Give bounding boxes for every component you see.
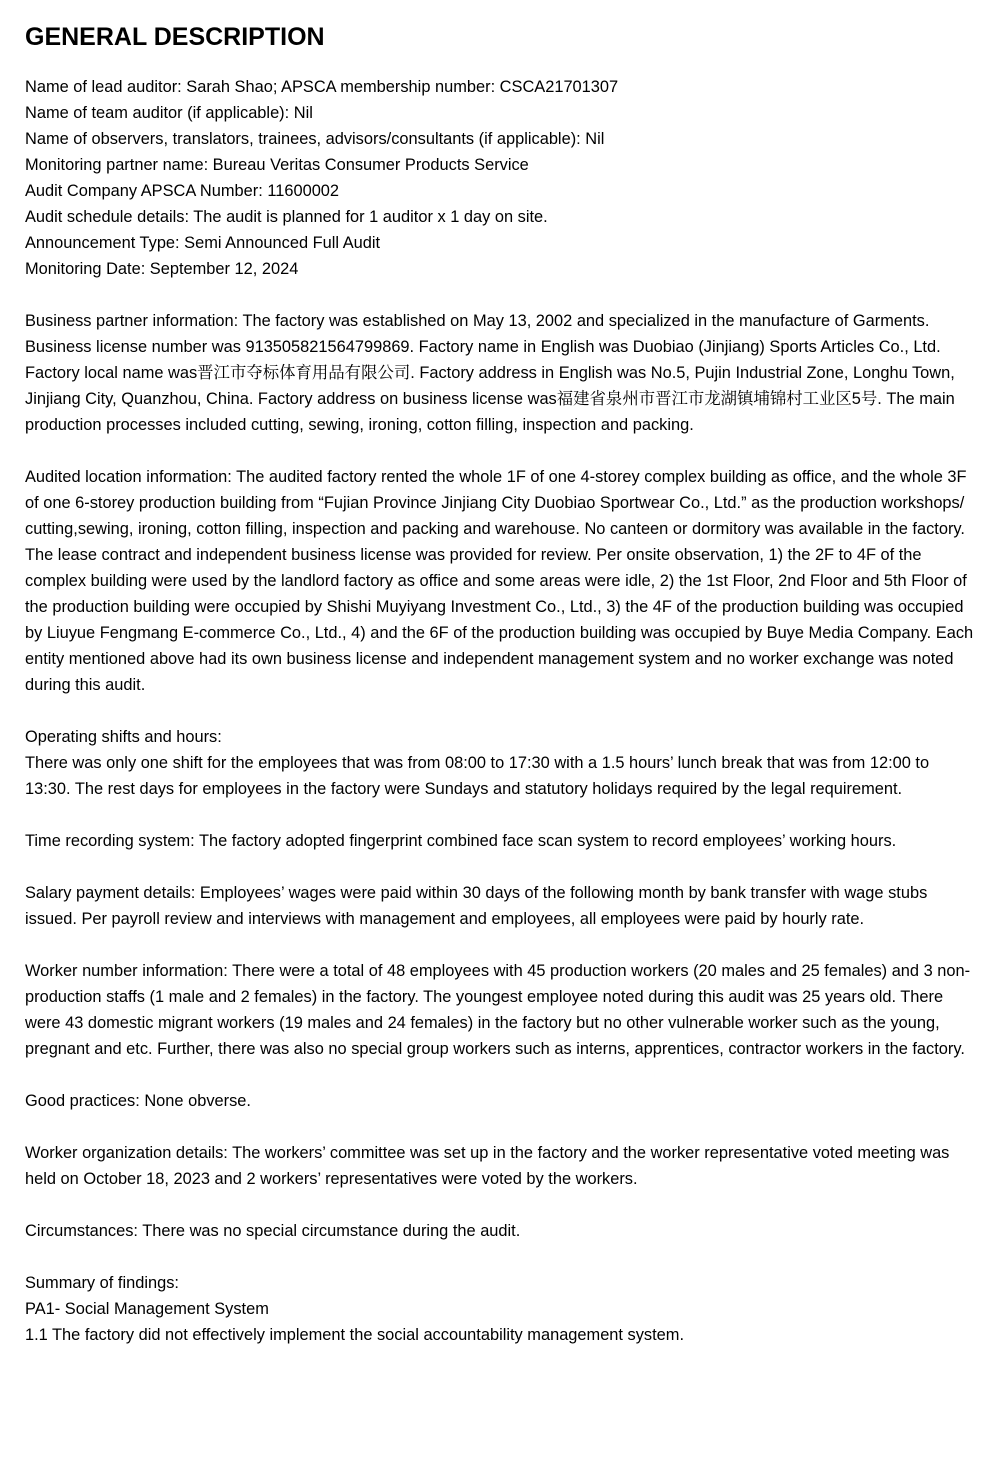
circumstances-paragraph: Circumstances: There was no special circumstance during the audit.: [25, 1222, 521, 1240]
announcement-type-line: Announcement Type: Semi Announced Full Audit: [25, 234, 381, 252]
summary-heading: Summary of findings:: [25, 1274, 179, 1292]
monitoring-partner-line: Monitoring partner name: Bureau Veritas Consumer Products Service: [25, 156, 529, 174]
monitoring-date-line: Monitoring Date: September 12, 2024: [25, 260, 299, 278]
operating-shifts-text: There was only one shift for the employees that was from 08:00 to 17:30 with a 1.5 hours’ lunch break that was from 12:00 to 13:30. The rest days for employees in the factory were Sundays and statutory holidays required by the legal requirement.: [25, 754, 930, 798]
lead-auditor-line: Name of lead auditor: Sarah Shao; APSCA membership number: CSCA21701307: [25, 78, 619, 96]
audit-company-line: Audit Company APSCA Number: 11600002: [25, 182, 340, 200]
operating-shifts-section: [25, 724, 975, 802]
summary-of-findings-section: [25, 1270, 975, 1348]
audit-schedule-line: Audit schedule details: The audit is planned for 1 auditor x 1 day on site.: [25, 208, 548, 226]
team-auditor-line: Name of team auditor (if applicable): Nil: [25, 104, 313, 122]
audited-location-paragraph: Audited location information: The audited factory rented the whole 1F of one 4-storey complex building as office, and the whole 3F of one 6-storey production building from “Fujian Province Jinjiang City Duobiao Sportwear Co., Ltd.” as the production workshops/ cutting,sewing, ironing, cotton filling, inspection and packing and warehouse. No canteen or dormitory was available in the factory. The lease contract and independent business license was provided for review. Per onsite observation, 1) the 2F to 4F of the complex building were used by the landlord factory as office and some areas were idle, 2) the 1st Floor, 2nd Floor and 5th Floor of the production building were occupied by Shishi Muyiyang Investment Co., Ltd., 3) the 4F of the production building was occupied by Liuyue Fengmang E-commerce Co., Ltd., 4) and the 6F of the production building was occupied by Buye Media Company. Each entity mentioned above had its own business license and independent management system and no worker exchange was noted during this audit.: [25, 468, 974, 694]
operating-shifts-heading: Operating shifts and hours:: [25, 728, 222, 746]
worker-number-paragraph: Worker number information: There were a total of 48 employees with 45 production workers (20 males and 25 females) and 3 non-production staffs (1 male and 2 females) in the factory. The youngest employee noted during this audit was 25 years old. There were 43 domestic migrant workers (19 males and 24 females) in the factory but no other vulnerable worker such as the young, pregnant and etc. Further, there was also no special group workers such as interns, apprentices, contractor workers in the factory.: [25, 962, 971, 1058]
page-title: GENERAL DESCRIPTION: [25, 23, 325, 51]
good-practices-paragraph: Good practices: None obverse.: [25, 1092, 251, 1110]
salary-payment-paragraph: Salary payment details: Employees’ wages were paid within 30 days of the following month by bank transfer with wage stubs issued. Per payroll review and interviews with management and employees, all employees were paid by hourly rate.: [25, 884, 928, 928]
worker-organization-paragraph: Worker organization details: The workers’ committee was set up in the factory and the worker representative voted meeting was held on October 18, 2023 and 2 workers’ representatives were voted by the workers.: [25, 1144, 950, 1188]
observers-line: Name of observers, translators, trainees, advisors/consultants (if applicable): Nil: [25, 130, 605, 148]
summary-section-title: PA1- Social Management System: [25, 1300, 269, 1318]
audit-header-info: [25, 74, 975, 282]
document-page: [25, 20, 975, 1348]
time-recording-paragraph: Time recording system: The factory adopted fingerprint combined face scan system to record employees’ working hours.: [25, 832, 897, 850]
business-partner-paragraph: Business partner information: The factory was established on May 13, 2002 and specialized in the manufacture of Garments. Business license number was 913505821564799869. Factory name in English was Duobiao (Jinjiang) Sports Articles Co., Ltd. Factory local name was晋江市夺标体育用品有限公司. Factory address in English was No.5, Pujin Industrial Zone, Longhu Town, Jinjiang City, Quanzhou, China. Factory address on business license was福建省泉州市晋江市龙湖镇埔锦村工业区5号. The main production processes included cutting, sewing, ironing, cotton filling, inspection and packing.: [25, 312, 955, 434]
summary-finding-item: 1.1 The factory did not effectively implement the social accountability management system.: [25, 1326, 684, 1344]
